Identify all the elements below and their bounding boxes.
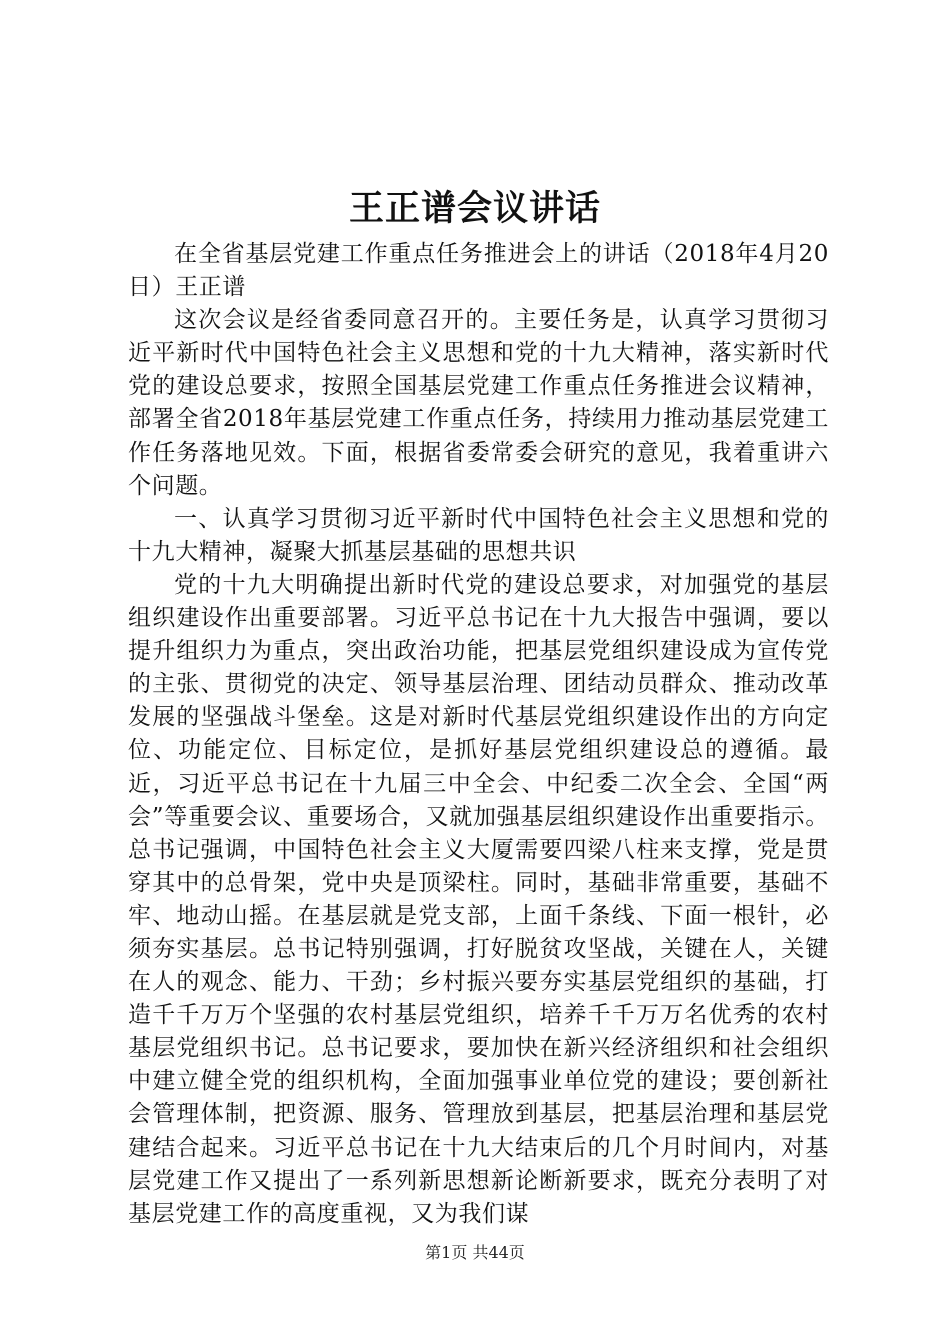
paragraph-subtitle: 在全省基层党建工作重点任务推进会上的讲话（2018年4月20日）王正谱 bbox=[128, 241, 829, 301]
section-heading-1: 一、认真学习贯彻习近平新时代中国特色社会主义思想和党的十九大精神，凝聚大抓基层基础的思想共识 bbox=[128, 505, 829, 565]
paragraph-intro: 这次会议是经省委同意召开的。主要任务是，认真学习贯彻习近平新时代中国特色社会主义思想和党的十九大精神，落实新时代党的建设总要求，按照全国基层党建工作重点任务推进会议精神，部署全省2018年基层党建工作重点任务，持续用力推动基层党建工作任务落地见效。下面，根据省委常委会研究的意见，我着重讲六个问题。 bbox=[128, 307, 829, 499]
document-title: 王正谱会议讲话 bbox=[348, 188, 601, 229]
page-footer: 第1页 共44页 bbox=[425, 1243, 525, 1262]
paragraph-section-1: 党的十九大明确提出新时代党的建设总要求，对加强党的基层组织建设作出重要部署。习近平总书记在十九大报告中强调，要以提升组织力为重点，突出政治功能，把基层党组织建设成为宣传党的主张、贯彻党的决定、领导基层治理、团结动员群众、推动改革发展的坚强战斗堡垒。这是对新时代基层党组织建设作出的方向定位、功能定位、目标定位，是抓好基层党组织建设总的遵循。最近，习近平总书记在十九届三中全会、中纪委二次全会、全国“两会”等重要会议、重要场合，又就加强基层组织建设作出重要指示。总书记强调，中国特色社会主义大厦需要四梁八柱来支撑，党是贯穿其中的总骨架，党中央是顶梁柱。同时，基础非常重要，基础不牢、地动山摇。在基层就是党支部，上面千条线、下面一根针，必须夯实基层。总书记特别强调，打好脱贫攻坚战，关键在人，关键在人的观念、能力、干劲；乡村振兴要夯实基层党组织的基础，打造千千万万个坚强的农村基层党组织，培养千千万万名优秀的农村基层党组织书记。总书记要求，要加快在新兴经济组织和社会组织中建立健全党的组织机构，全面加强事业单位党的建设；要创新社会管理体制，把资源、服务、管理放到基层，把基层治理和基层党建结合起来。习近平总书记在十九大结束后的几个月时间内，对基层党建工作又提出了一系列新思想新论断新要求，既充分表明了对基层党建工作的高度重视，又为我们谋 bbox=[128, 571, 829, 1227]
document-body bbox=[128, 238, 829, 1231]
